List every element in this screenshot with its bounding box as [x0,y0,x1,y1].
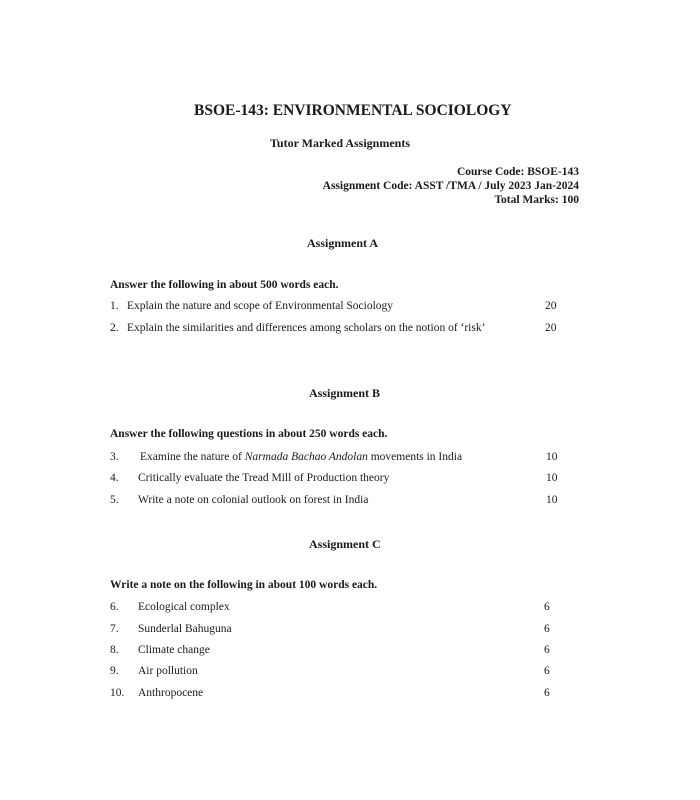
question-text: Ecological complex [138,601,230,613]
question-text: Explain the similarities and differences among scholars on the notion of ‘risk’ [127,322,486,334]
assignment-a-heading: Assignment A [307,236,379,250]
document-subtitle: Tutor Marked Assignments [270,136,411,150]
question-text: Critically evaluate the Tread Mill of Production theory [138,472,390,484]
movement-name: Narmada Bachao Andolan [244,451,368,463]
question-number: 7. [110,623,119,635]
total-marks: Total Marks: 100 [494,194,579,206]
question-marks: 6 [544,644,550,656]
question-number: 5. [110,494,119,506]
assignment-c-instruction: Write a note on the following in about 100 words each. [110,579,378,591]
question-text-start: Examine the nature of [140,451,245,463]
assignment-b-instruction: Answer the following questions in about 250 words each. [110,428,388,440]
question-marks: 6 [544,665,550,677]
course-code: Course Code: BSOE-143 [456,166,579,178]
question-number: 8. [110,644,119,656]
question-number: 6. [110,601,119,613]
question-marks: 6 [544,623,550,635]
question-text: Write a note on colonial outlook on forest in India [138,494,369,506]
question-marks: 10 [546,494,558,506]
assignment-a-instruction: Answer the following in about 500 words each. [110,279,339,291]
question-text: Air pollution [138,665,198,677]
assignment-code: Assignment Code: ASST /TMA / July 2023 Jan-2024 [322,180,579,192]
question-marks: 10 [546,472,558,484]
question-text: Anthropocene [138,687,204,699]
assignment-c-heading: Assignment C [309,537,381,551]
question-text-end: movements in India [367,451,463,463]
question-marks: 6 [544,687,550,699]
question-number: 3. [110,451,119,463]
question-text [140,451,462,463]
question-marks: 6 [544,601,550,613]
question-text: Climate change [138,644,210,656]
question-marks: 20 [545,300,557,312]
question-text: Sunderlal Bahuguna [138,623,232,635]
question-text: Explain the nature and scope of Environmental Sociology [127,300,394,312]
document-title: BSOE-143: ENVIRONMENTAL SOCIOLOGY [194,102,512,119]
question-number: 9. [110,665,119,677]
question-number: 1. [110,300,119,312]
question-marks: 10 [546,451,558,463]
question-number: 10. [110,687,125,699]
assignment-b-heading: Assignment B [309,386,381,400]
question-number: 2. [110,322,119,334]
question-number: 4. [110,472,119,484]
question-marks: 20 [545,322,557,334]
